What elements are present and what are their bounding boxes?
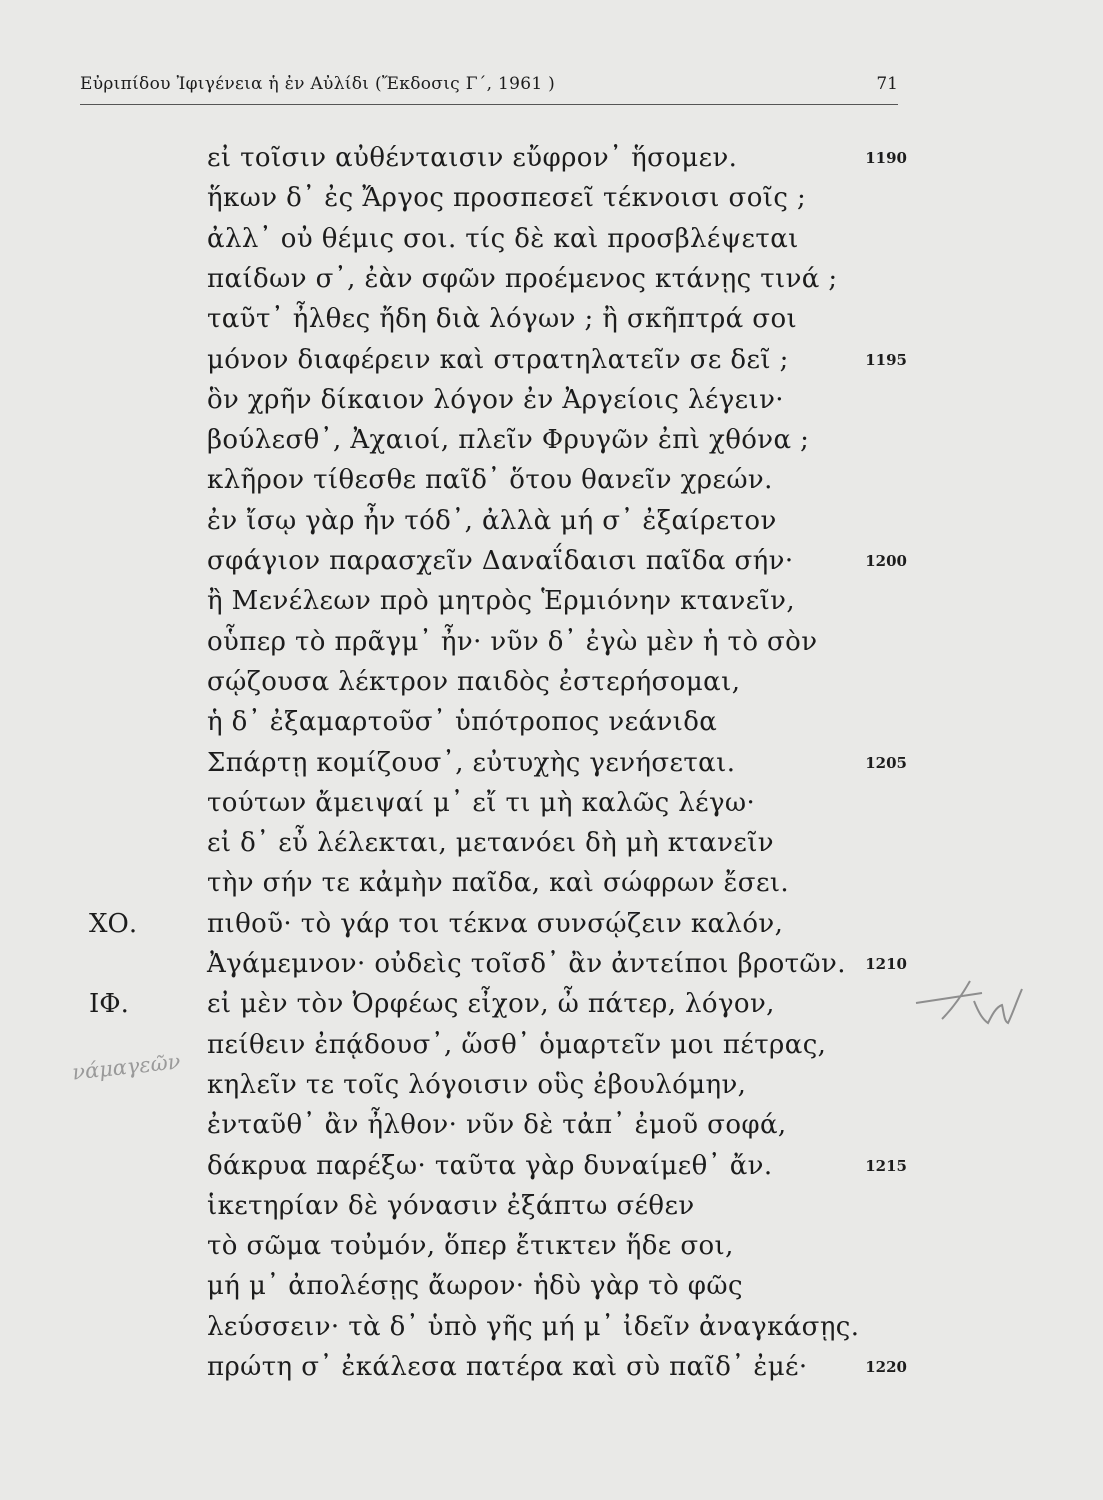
line-number: 1220 [865, 1358, 907, 1376]
verse-text-line: ἀλλ᾽ οὐ θέμις σοι. τίς δὲ καὶ προσβλέψεται [207, 223, 799, 254]
verse-line [0, 138, 1103, 178]
verse-line [0, 420, 1103, 460]
speaker-label: ΙΦ. [89, 989, 129, 1020]
verse-text-line: ἡ δ᾽ ἐξαμαρτοῦσ᾽ ὑπότροπος νεάνιδα [207, 707, 718, 738]
verse-text-line: ἢ Μενέλεων πρὸ μητρὸς Ἑρμιόνην κτανεῖν, [207, 586, 796, 617]
verse-line [0, 1266, 1103, 1306]
verse-text-line: πείθειν ἐπᾴδουσ᾽, ὥσθ᾽ ὁμαρτεῖν μοι πέτρας, [207, 1029, 827, 1060]
page-number: 71 [876, 74, 898, 94]
verse-text-line: οὗπερ τὸ πρᾶγμ᾽ ἦν· νῦν δ᾽ ἐγὼ μὲν ἡ τὸ σὸν [207, 626, 818, 657]
verse-text-line: δάκρυα παρέξω· ταῦτα γὰρ δυναίμεθ᾽ ἄν. [207, 1150, 773, 1181]
line-number: 1190 [865, 149, 907, 167]
verse-line [0, 904, 1103, 944]
verse-text-line: ἐν ἴσῳ γὰρ ἦν τόδ᾽, ἀλλὰ μή σ᾽ ἐξαίρετον [207, 505, 777, 536]
verse-line [0, 702, 1103, 742]
verse-text-line: κηλεῖν τε τοῖς λόγοισιν οὓς ἐβουλόμην, [207, 1069, 747, 1100]
verse-text-line: ἱκετηρίαν δὲ γόνασιν ἐξάπτω σέθεν [207, 1190, 695, 1221]
handwritten-margin-note-left: νάμαγεῶν [71, 1049, 182, 1085]
verse-line [0, 178, 1103, 218]
verse-text-line: λεύσσειν· τὰ δ᾽ ὑπὸ γῆς μή μ᾽ ἰδεῖν ἀναγκάσῃς. [207, 1311, 860, 1342]
line-number: 1200 [865, 552, 907, 570]
verse-line [0, 501, 1103, 541]
verse-line [0, 1186, 1103, 1226]
handwritten-annotation-icon [912, 975, 1032, 1045]
verse-line [0, 219, 1103, 259]
verse-text-line: τούτων ἄμειψαί μ᾽ εἴ τι μὴ καλῶς λέγω· [207, 787, 756, 818]
verse-text-line: πρώτη σ᾽ ἐκάλεσα πατέρα καὶ σὺ παῖδ᾽ ἐμέ· [207, 1352, 808, 1382]
running-head: Εὐριπίδου Ἰφιγένεια ἡ ἐν Αὐλίδι (Ἔκδοσις Γ΄, 1961 ) [80, 74, 556, 94]
verse-line [0, 743, 1103, 783]
verse-line [0, 581, 1103, 621]
verse-line [0, 1347, 1103, 1387]
line-number: 1210 [865, 955, 907, 973]
verse-text-line: εἰ μὲν τὸν Ὀρφέως εἶχον, ὦ πάτερ, λόγον, [207, 989, 775, 1020]
verse-line [0, 299, 1103, 339]
verse-text-line: σφάγιον παρασχεῖν Δαναΐδαισι παῖδα σήν· [207, 546, 794, 576]
verse-text-line: μόνον διαφέρειν καὶ στρατηλατεῖν σε δεῖ ; [207, 344, 789, 375]
verse-text-line: Ἀγάμεμνον· οὐδεὶς τοῖσδ᾽ ἂν ἀντείποι βροτῶν. [207, 949, 846, 979]
verse-line [0, 863, 1103, 903]
verse-text-line: ταῦτ᾽ ἦλθες ἤδη διὰ λόγων ; ἢ σκῆπτρά σοι [207, 304, 798, 335]
verse-line [0, 1307, 1103, 1347]
verse-text-line: μή μ᾽ ἀπολέσῃς ἄωρον· ἡδὺ γὰρ τὸ φῶς [207, 1271, 743, 1302]
line-number: 1215 [865, 1156, 907, 1175]
verse-text-line: πιθοῦ· τὸ γάρ τοι τέκνα συνσῴζειν καλόν, [207, 908, 784, 939]
verse-line [0, 783, 1103, 823]
verse-text-line: τὴν σήν τε κἀμὴν παῖδα, καὶ σώφρων ἔσει. [207, 868, 790, 899]
verse-text-line: ἥκων δ᾽ ἐς Ἄργος προσπεσεῖ τέκνοισι σοῖς ; [207, 183, 807, 214]
line-number: 1205 [865, 753, 907, 772]
verse-line [0, 1226, 1103, 1266]
verse-text-line: Σπάρτῃ κομίζουσ᾽, εὐτυχὴς γενήσεται. [207, 747, 736, 778]
verse-line [0, 340, 1103, 380]
verse-line [0, 823, 1103, 863]
verse-text-line: σῴζουσα λέκτρον παιδὸς ἐστερήσομαι, [207, 666, 741, 697]
verse-text-line: τὸ σῶμα τοὐμόν, ὅπερ ἔτικτεν ἥδε σοι, [207, 1231, 734, 1262]
verse-line [0, 541, 1103, 581]
verse-line [0, 460, 1103, 500]
verse-line [0, 622, 1103, 662]
verse-text-line: ἐνταῦθ᾽ ἂν ἦλθον· νῦν δὲ τἀπ᾽ ἐμοῦ σοφά, [207, 1110, 787, 1141]
handwritten-margin-note-right [912, 975, 1032, 1045]
verse-line [0, 1146, 1103, 1186]
verse-line [0, 662, 1103, 702]
verse-text-line: βούλεσθ᾽, Ἀχαιοί, πλεῖν Φρυγῶν ἐπὶ χθόνα ; [207, 425, 810, 456]
verse-line [0, 380, 1103, 420]
verse-text-line: ὃν χρῆν δίκαιον λόγον ἐν Ἀργείοις λέγειν· [207, 384, 784, 415]
verse-text-line: παίδων σ᾽, ἐὰν σφῶν προέμενος κτάνῃς τινά ; [207, 263, 838, 294]
verse-text-line: εἰ δ᾽ εὖ λέλεκται, μετανόει δὴ μὴ κτανεῖν [207, 828, 774, 859]
line-number: 1195 [865, 350, 907, 369]
verse-line [0, 259, 1103, 299]
speaker-label: ΧΟ. [89, 908, 138, 939]
verse-text-line: κλῆρον τίθεσθε παῖδ᾽ ὅτου θανεῖν χρεών. [207, 465, 773, 496]
verse-line [0, 1105, 1103, 1145]
verse-text-line: εἰ τοῖσιν αὐθένταισιν εὔφρον᾽ ἥσομεν. [207, 143, 738, 173]
